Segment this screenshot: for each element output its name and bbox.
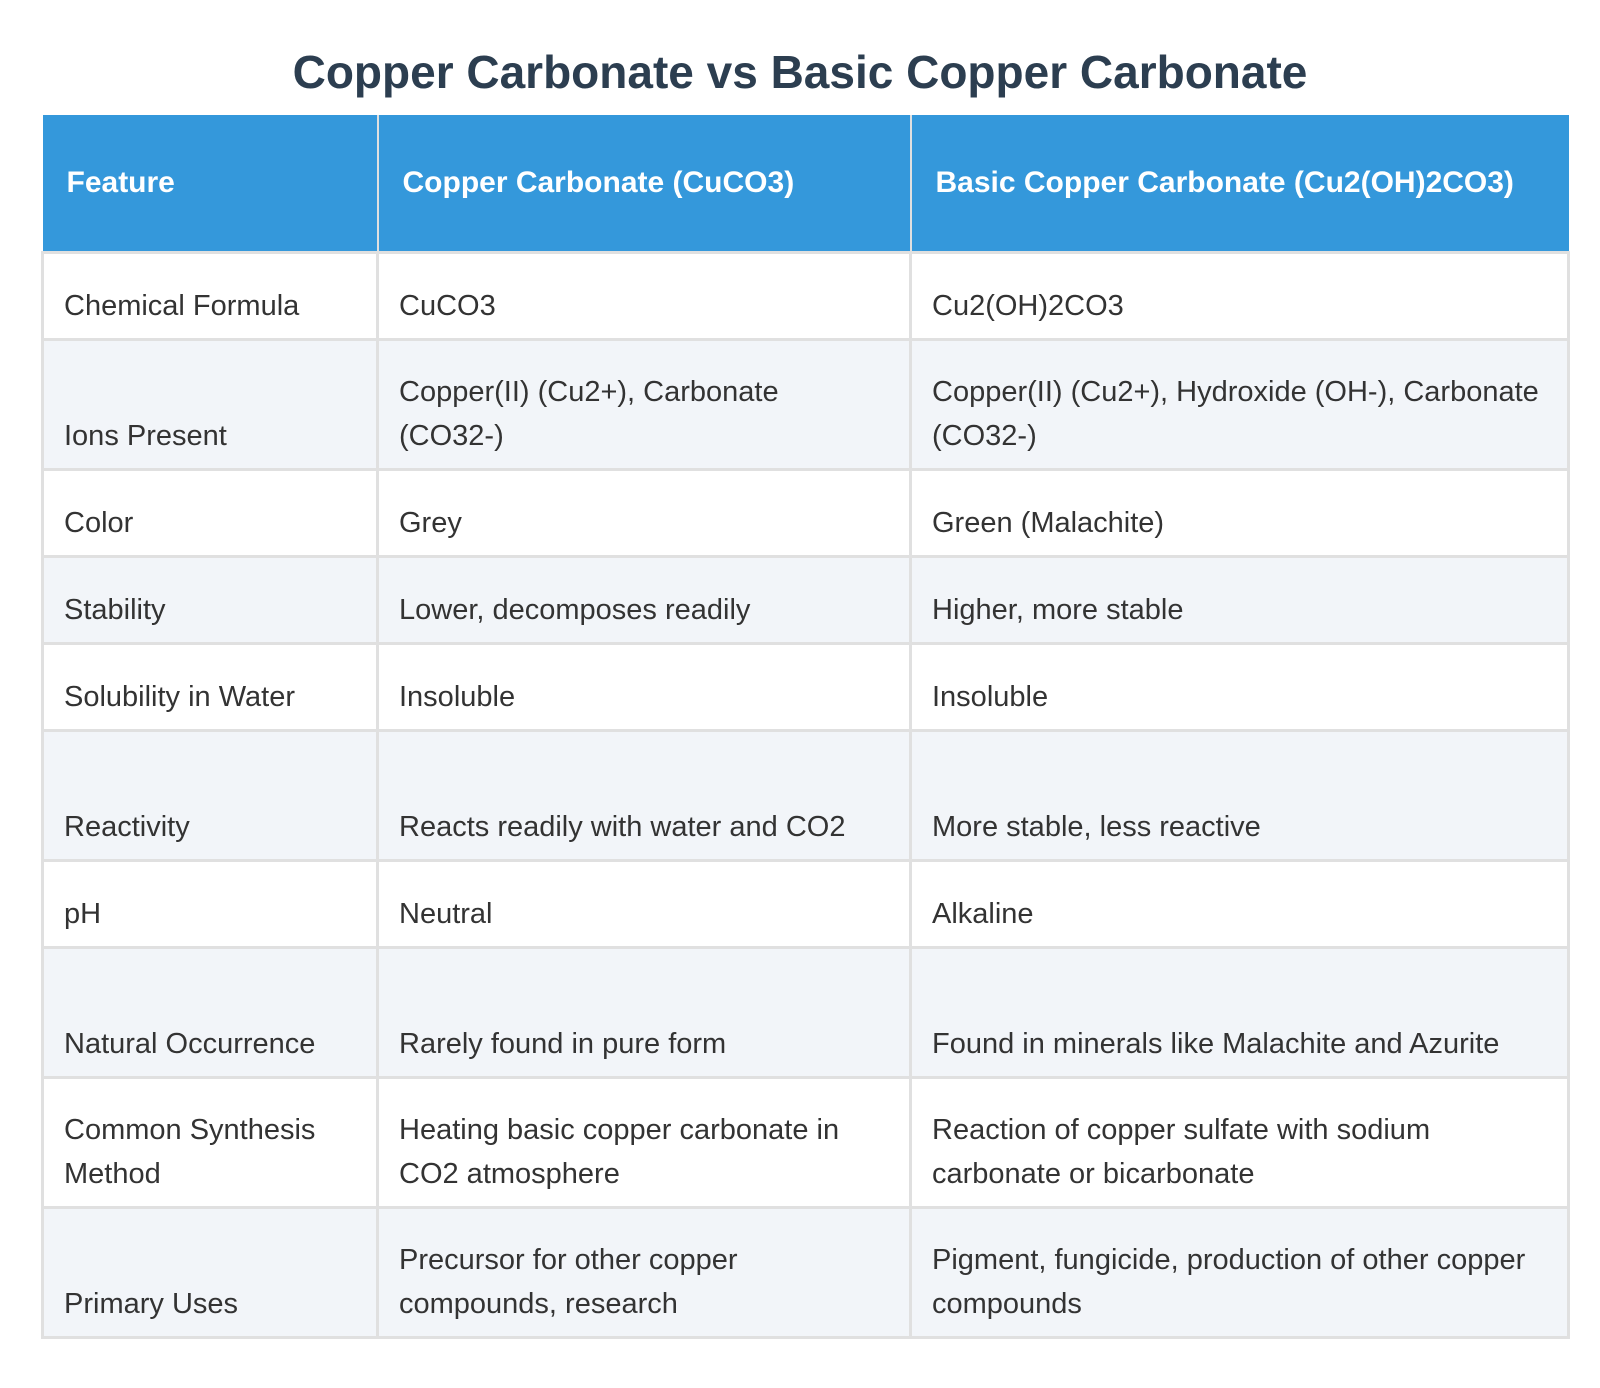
header-basic-copper-carbonate: Basic Copper Carbonate (Cu2(OH)2CO3) <box>911 115 1569 252</box>
feature-cell: Ions Present <box>43 339 378 469</box>
header-feature: Feature <box>43 115 378 252</box>
feature-cell: pH <box>43 860 378 947</box>
basic-copper-carbonate-cell: Alkaline <box>911 860 1569 947</box>
table-row <box>43 1077 1569 1207</box>
copper-carbonate-cell: Neutral <box>378 860 911 947</box>
table-row <box>43 947 1569 1077</box>
table-row <box>43 730 1569 860</box>
copper-carbonate-cell: Rarely found in pure form <box>378 947 911 1077</box>
basic-copper-carbonate-cell: More stable, less reactive <box>911 730 1569 860</box>
copper-carbonate-cell: Grey <box>378 469 911 556</box>
table-row <box>43 469 1569 556</box>
table-row <box>43 1207 1569 1337</box>
basic-copper-carbonate-cell: Found in minerals like Malachite and Azurite <box>911 947 1569 1077</box>
copper-carbonate-cell: Insoluble <box>378 643 911 730</box>
table-row <box>43 339 1569 469</box>
copper-carbonate-cell: Heating basic copper carbonate in CO2 atmosphere <box>378 1077 911 1207</box>
page-title: Copper Carbonate vs Basic Copper Carbonate <box>292 46 1308 98</box>
basic-copper-carbonate-cell: Copper(II) (Cu2+), Hydroxide (OH-), Carbonate (CO32-) <box>911 339 1569 469</box>
table-row <box>43 860 1569 947</box>
table-row <box>43 643 1569 730</box>
copper-carbonate-cell: CuCO3 <box>378 252 911 339</box>
basic-copper-carbonate-cell: Higher, more stable <box>911 556 1569 643</box>
table-row <box>43 252 1569 339</box>
table-header-row <box>43 115 1569 252</box>
copper-carbonate-cell: Reacts readily with water and CO2 <box>378 730 911 860</box>
feature-cell: Common Synthesis Method <box>43 1077 378 1207</box>
feature-cell: Primary Uses <box>43 1207 378 1337</box>
feature-cell: Color <box>43 469 378 556</box>
feature-cell: Natural Occurrence <box>43 947 378 1077</box>
copper-carbonate-cell: Copper(II) (Cu2+), Carbonate (CO32-) <box>378 339 911 469</box>
basic-copper-carbonate-cell: Reaction of copper sulfate with sodium carbonate or bicarbonate <box>911 1077 1569 1207</box>
table-row <box>43 556 1569 643</box>
header-copper-carbonate: Copper Carbonate (CuCO3) <box>378 115 911 252</box>
basic-copper-carbonate-cell: Cu2(OH)2CO3 <box>911 252 1569 339</box>
copper-carbonate-cell: Precursor for other copper compounds, research <box>378 1207 911 1337</box>
basic-copper-carbonate-cell: Green (Malachite) <box>911 469 1569 556</box>
basic-copper-carbonate-cell: Insoluble <box>911 643 1569 730</box>
feature-cell: Reactivity <box>43 730 378 860</box>
feature-cell: Solubility in Water <box>43 643 378 730</box>
feature-cell: Chemical Formula <box>43 252 378 339</box>
copper-carbonate-cell: Lower, decomposes readily <box>378 556 911 643</box>
basic-copper-carbonate-cell: Pigment, fungicide, production of other copper compounds <box>911 1207 1569 1337</box>
feature-cell: Stability <box>43 556 378 643</box>
comparison-table <box>41 115 1570 1339</box>
